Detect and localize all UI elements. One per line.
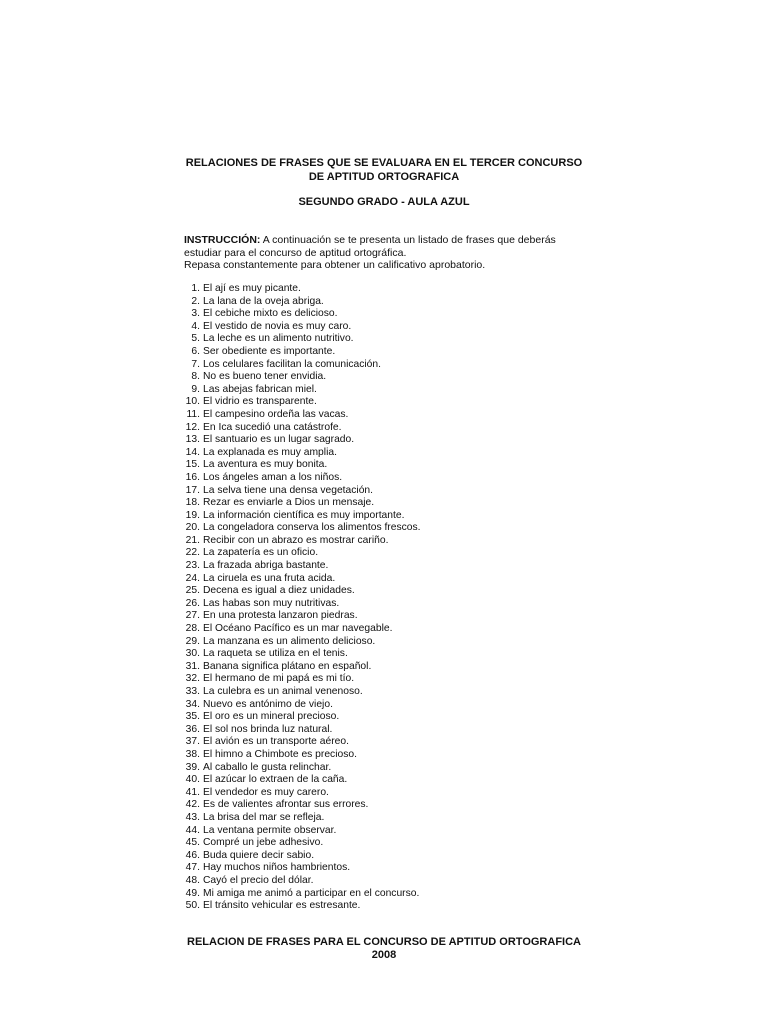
phrase-item <box>184 862 604 875</box>
phrase-item <box>184 686 604 699</box>
phrase-number: 19. <box>185 509 200 521</box>
phrase-text: Mi amiga me animó a participar en el concurso. <box>203 887 420 899</box>
phrase-text: Los celulares facilitan la comunicación. <box>203 358 381 370</box>
phrase-text: La lana de la oveja abriga. <box>203 295 324 307</box>
phrase-text: Compré un jebe adhesivo. <box>203 837 324 849</box>
phrase-text: La explanada es muy amplia. <box>203 446 337 458</box>
phrase-number: 35. <box>185 711 200 723</box>
phrase-text: Buda quiere decir sabio. <box>203 849 315 861</box>
phrase-number: 47. <box>185 862 200 874</box>
phrase-number: 12. <box>185 421 200 433</box>
phrase-text: Rezar es enviarle a Dios un mensaje. <box>203 497 375 509</box>
phrase-number: 34. <box>185 698 200 710</box>
phrase-item <box>184 837 604 850</box>
phrase-item <box>184 308 604 321</box>
phrase-number: 4. <box>191 320 200 332</box>
phrase-item <box>184 485 604 498</box>
phrase-text: La zapatería es un oficio. <box>203 547 319 559</box>
phrase-number: 46. <box>185 849 200 861</box>
phrase-item <box>184 333 604 346</box>
phrase-number: 50. <box>185 900 200 912</box>
phrase-text: El avión es un transporte aéreo. <box>203 736 349 748</box>
phrase-item <box>184 547 604 560</box>
phrase-number: 45. <box>185 837 200 849</box>
phrase-number: 5. <box>191 333 200 345</box>
footer-line-1: RELACION DE FRASES PARA EL CONCURSO DE APTITUD ORTOGRAFICA <box>187 936 581 948</box>
phrase-number: 6. <box>191 345 200 357</box>
phrase-text: El Océano Pacífico es un mar navegable. <box>203 623 393 635</box>
phrase-text: La ventana permite observar. <box>203 824 337 836</box>
phrase-item <box>184 296 604 309</box>
phrase-item <box>184 396 604 409</box>
phrase-item <box>184 636 604 649</box>
phrase-item <box>184 648 604 661</box>
phrase-text: Hay muchos niños hambrientos. <box>203 862 351 874</box>
phrase-text: La aventura es muy bonita. <box>203 459 328 471</box>
phrase-number: 30. <box>185 648 200 660</box>
phrase-item <box>184 497 604 510</box>
phrase-text: En una protesta lanzaron piedras. <box>203 610 358 622</box>
phrase-list <box>184 283 604 913</box>
instruction-line-3: Repasa constantemente para obtener un calificativo aprobatorio. <box>184 259 486 272</box>
phrase-number: 49. <box>185 887 200 899</box>
phrase-text: Es de valientes afrontar sus errores. <box>203 799 369 811</box>
phrase-number: 36. <box>185 723 200 735</box>
phrase-number: 18. <box>185 497 200 509</box>
instruction-block <box>184 234 604 272</box>
phrase-number: 29. <box>185 635 200 647</box>
phrase-number: 22. <box>185 547 200 559</box>
phrase-number: 11. <box>186 408 200 420</box>
instruction-line-1: A continuación se te presenta un listado de frases que deberás <box>260 234 556 246</box>
phrase-item <box>184 699 604 712</box>
phrase-text: La frazada abriga bastante. <box>203 560 329 572</box>
phrase-number: 10. <box>185 396 200 408</box>
phrase-text: La leche es un alimento nutritivo. <box>203 333 354 345</box>
phrase-item <box>184 661 604 674</box>
phrase-item <box>184 522 604 535</box>
phrase-item <box>184 711 604 724</box>
phrase-number: 37. <box>185 736 200 748</box>
phrase-item <box>184 434 604 447</box>
phrase-item <box>184 774 604 787</box>
phrase-item <box>184 447 604 460</box>
phrase-number: 24. <box>185 572 200 584</box>
phrase-text: El vestido de novia es muy caro. <box>203 320 352 332</box>
phrase-item <box>184 850 604 863</box>
phrase-item <box>184 321 604 334</box>
phrase-number: 28. <box>185 623 200 635</box>
phrase-text: Los ángeles aman a los niños. <box>203 471 343 483</box>
phrase-text: La información científica es muy importante. <box>203 509 405 521</box>
phrase-text: El himno a Chimbote es precioso. <box>203 748 357 760</box>
phrase-text: En Ica sucedió una catástrofe. <box>203 421 342 433</box>
phrase-item <box>184 875 604 888</box>
phrase-number: 41. <box>185 786 200 798</box>
phrase-number: 17. <box>185 484 200 496</box>
phrase-number: 8. <box>191 371 200 383</box>
phrase-number: 21. <box>185 534 200 546</box>
phrase-text: El vidrio es transparente. <box>203 396 317 408</box>
document-subtitle: SEGUNDO GRADO - AULA AZUL <box>298 196 470 208</box>
phrase-text: La congeladora conserva los alimentos frescos. <box>203 522 421 534</box>
phrase-text: La ciruela es una fruta acida. <box>203 572 336 584</box>
phrase-text: La culebra es un animal venenoso. <box>203 686 363 697</box>
phrase-item <box>184 510 604 523</box>
phrase-number: 42. <box>185 799 200 811</box>
phrase-text: Ser obediente es importante. <box>203 345 336 357</box>
phrase-item <box>184 560 604 573</box>
phrase-number: 43. <box>185 811 200 823</box>
phrase-item <box>184 422 604 435</box>
phrase-number: 33. <box>185 686 200 697</box>
phrase-item <box>184 472 604 485</box>
phrase-text: El oro es un mineral precioso. <box>203 711 340 723</box>
phrase-text: La selva tiene una densa vegetación. <box>203 484 374 496</box>
phrase-item <box>184 762 604 775</box>
phrase-number: 26. <box>185 597 200 609</box>
phrase-item <box>184 812 604 825</box>
phrase-text: Recibir con un abrazo es mostrar cariño. <box>203 534 389 546</box>
phrase-number: 9. <box>191 383 200 395</box>
phrase-text: Cayó el precio del dólar. <box>203 874 314 886</box>
phrase-number: 38. <box>185 748 200 760</box>
phrase-text: Las abejas fabrican miel. <box>203 383 317 395</box>
phrase-number: 25. <box>185 585 200 597</box>
title-line-2: DE APTITUD ORTOGRAFICA <box>308 171 460 183</box>
phrase-text: El cebiche mixto es delicioso. <box>203 308 338 320</box>
phrase-number: 40. <box>185 774 200 786</box>
footer-line-2: 2008 <box>371 948 397 961</box>
phrase-number: 2. <box>191 295 200 307</box>
phrase-number: 39. <box>185 761 200 773</box>
phrase-item <box>184 610 604 623</box>
phrase-text: No es bueno tener envidia. <box>203 371 327 383</box>
phrase-item <box>184 573 604 586</box>
phrase-number: 27. <box>185 610 200 622</box>
phrase-number: 3. <box>191 308 200 320</box>
phrase-number: 15. <box>185 459 200 471</box>
phrase-item <box>184 459 604 472</box>
instruction-line-2: estudiar para el concurso de aptitud ortográfica. <box>184 246 407 259</box>
phrase-number: 32. <box>185 673 200 685</box>
phrase-item <box>184 736 604 749</box>
phrase-text: Al caballo le gusta relinchar. <box>203 761 332 773</box>
phrase-number: 48. <box>185 874 200 886</box>
phrase-item <box>184 384 604 397</box>
phrase-text: La raqueta se utiliza en el tenis. <box>203 648 348 660</box>
title-line-1: RELACIONES DE FRASES QUE SE EVALUARA EN EL TERCER CONCURSO <box>185 157 583 169</box>
phrase-item <box>184 673 604 686</box>
document-footer <box>150 936 618 961</box>
phrase-item <box>184 409 604 422</box>
phrase-text: Banana significa plátano en español. <box>203 660 372 672</box>
phrase-text: El hermano de mi papá es mi tío. <box>203 673 355 685</box>
phrase-text: El vendedor es muy carero. <box>203 786 329 798</box>
phrase-item <box>184 799 604 812</box>
phrase-item <box>184 598 604 611</box>
phrase-text: Nuevo es antónimo de viejo. <box>203 698 333 710</box>
phrase-text: Las habas son muy nutritivas. <box>203 597 340 609</box>
phrase-item <box>184 749 604 762</box>
phrase-text: Decena es igual a diez unidades. <box>203 585 355 597</box>
phrase-text: El campesino ordeña las vacas. <box>203 408 349 420</box>
phrase-number: 20. <box>185 522 200 534</box>
phrase-item <box>184 623 604 636</box>
phrase-text: El azúcar lo extraen de la caña. <box>203 774 348 786</box>
phrase-text: El sol nos brinda luz natural. <box>203 723 333 735</box>
phrase-number: 16. <box>185 471 200 483</box>
phrase-item <box>184 346 604 359</box>
phrase-number: 14. <box>185 446 200 458</box>
phrase-text: La manzana es un alimento delicioso. <box>203 635 376 647</box>
phrase-item <box>184 359 604 372</box>
phrase-item <box>184 888 604 901</box>
phrase-number: 44. <box>185 824 200 836</box>
phrase-item <box>184 825 604 838</box>
phrase-item <box>184 787 604 800</box>
phrase-text: El santuario es un lugar sagrado. <box>203 434 355 446</box>
phrase-number: 1. <box>191 283 200 294</box>
phrase-text: La brisa del mar se refleja. <box>203 811 325 823</box>
phrase-number: 23. <box>185 560 200 572</box>
phrase-item <box>184 724 604 737</box>
document-title <box>150 156 618 184</box>
phrase-item <box>184 283 604 296</box>
phrase-number: 13. <box>185 434 200 446</box>
phrase-item <box>184 371 604 384</box>
phrase-text: El ají es muy picante. <box>203 283 301 294</box>
instruction-label: INSTRUCCIÓN: <box>184 234 261 246</box>
phrase-item <box>184 585 604 598</box>
phrase-item <box>184 535 604 548</box>
phrase-item <box>184 900 604 913</box>
phrase-text: El tránsito vehicular es estresante. <box>203 900 361 912</box>
phrase-number: 7. <box>191 358 200 370</box>
phrase-number: 31. <box>185 660 200 672</box>
